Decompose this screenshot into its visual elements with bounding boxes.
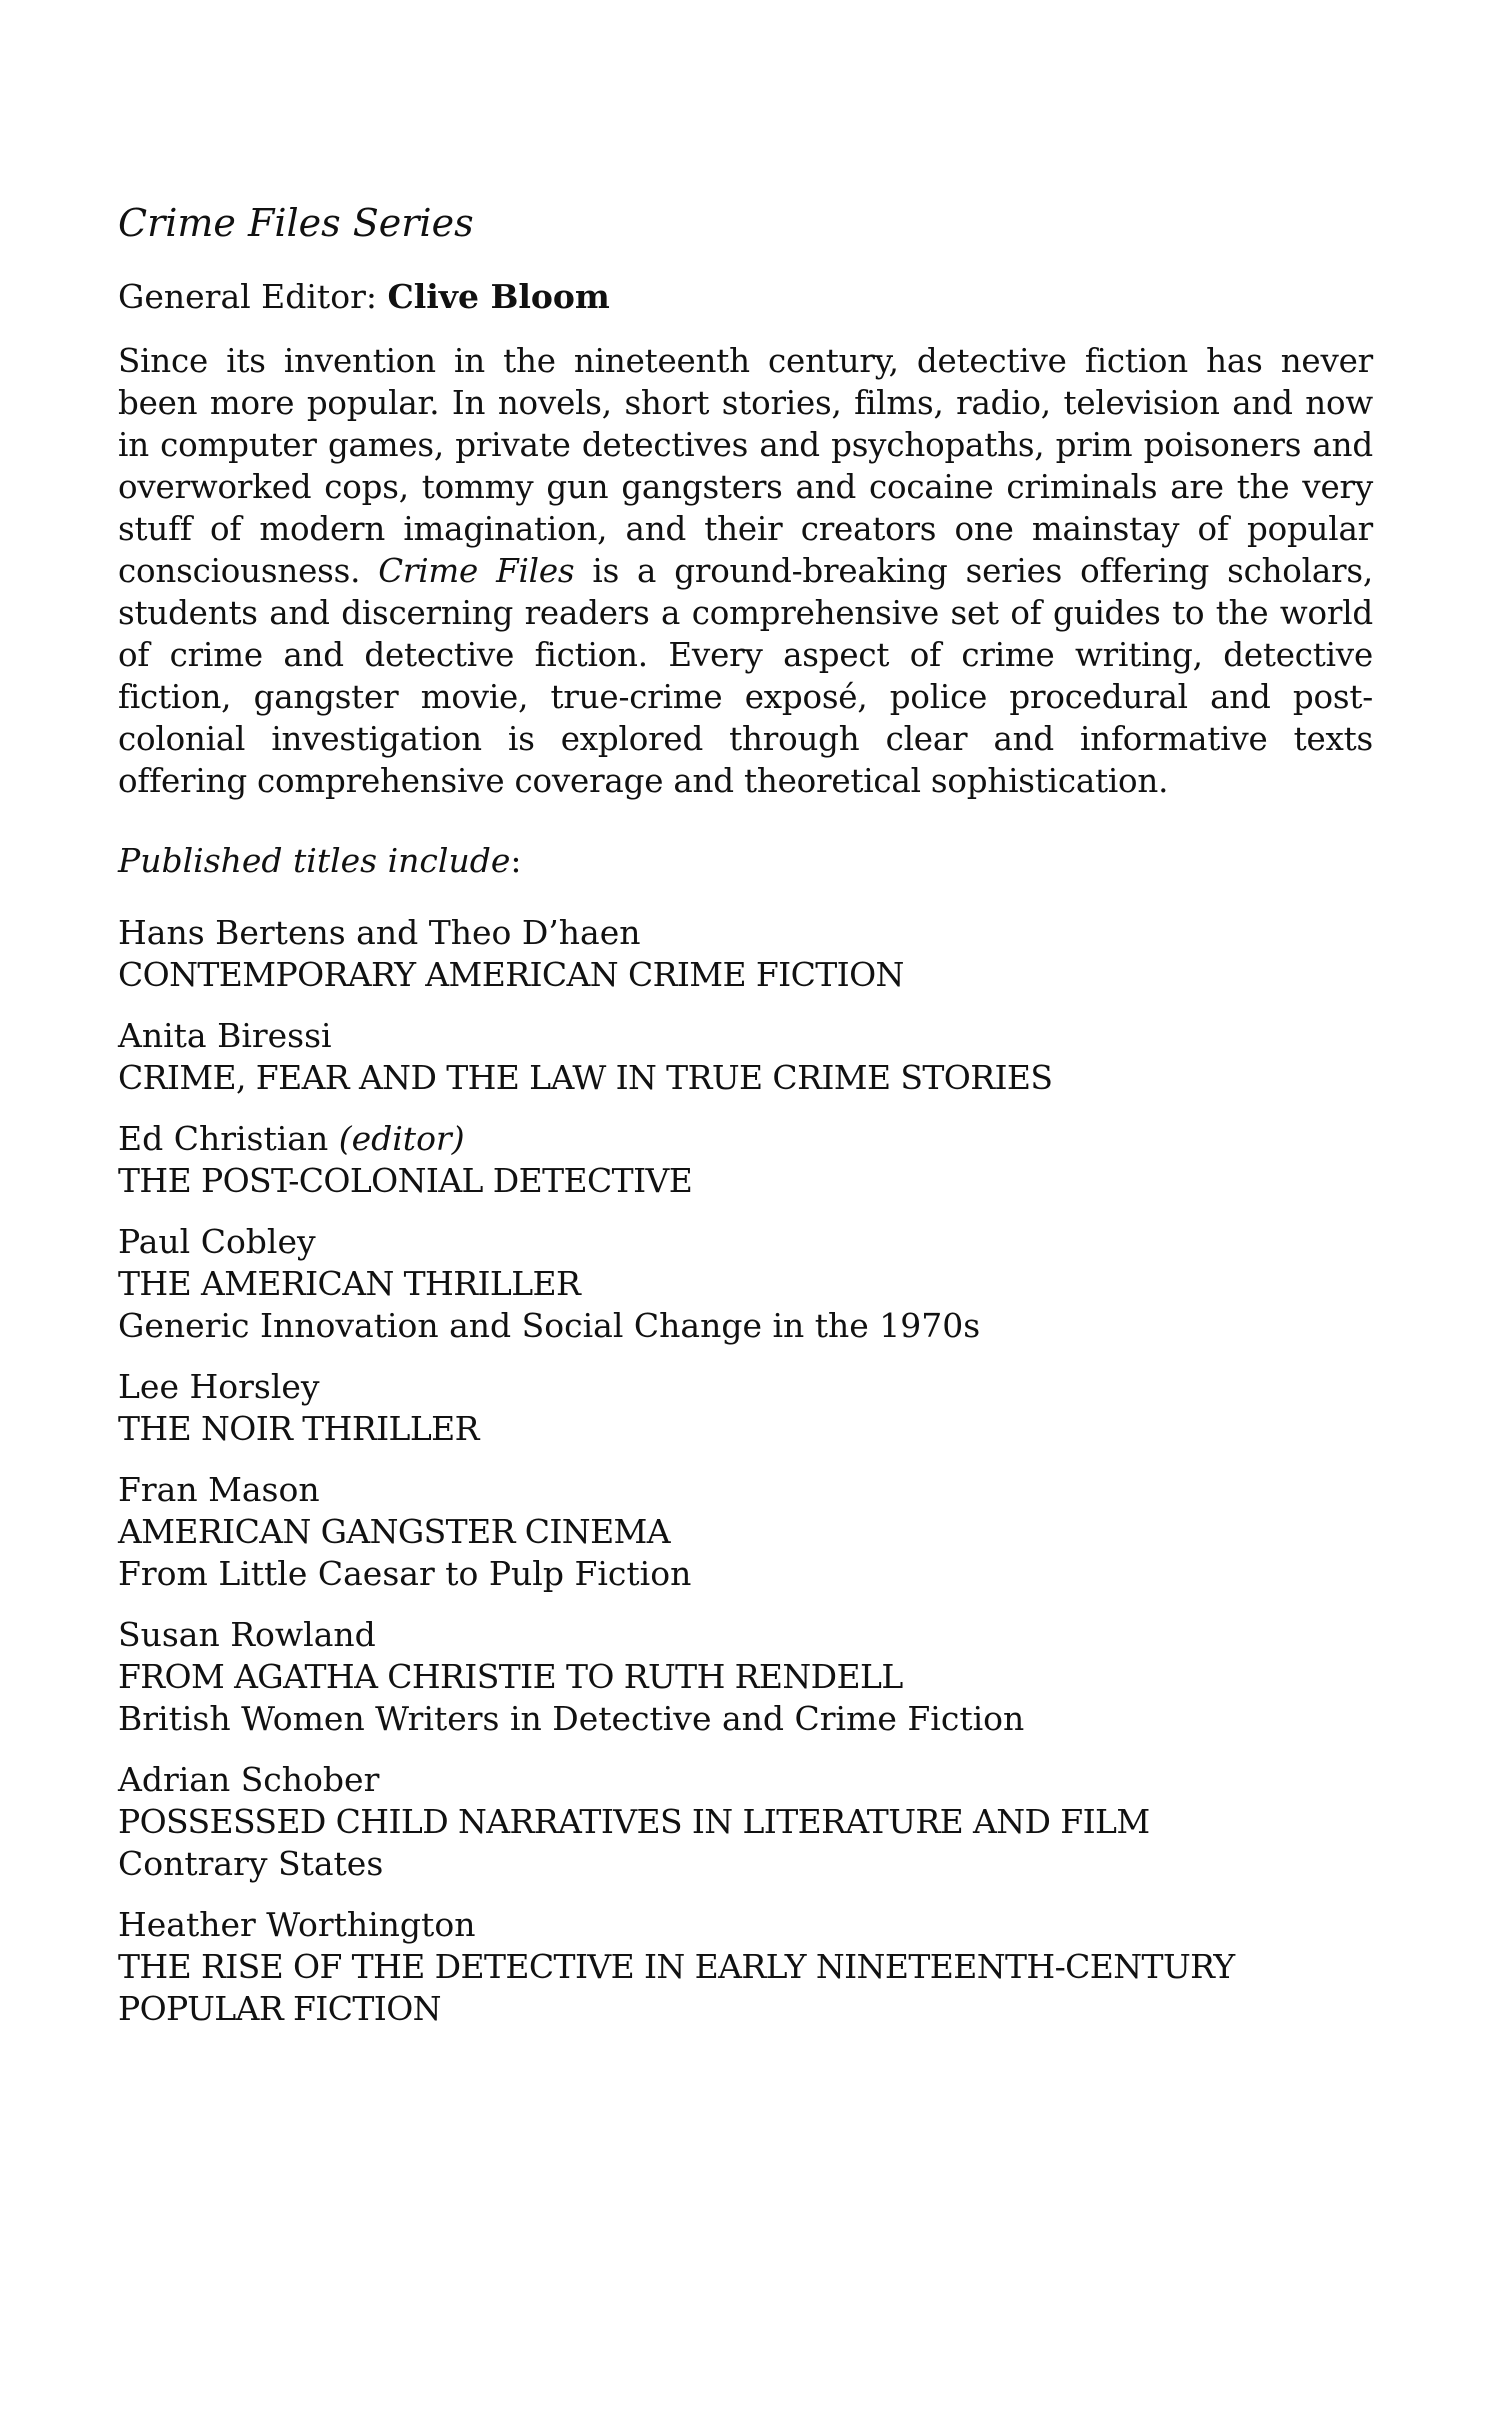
description-series-name: Crime Files [378,552,575,590]
list-item [118,1614,1373,1740]
book-subtitle: From Little Caesar to Pulp Fiction [118,1554,692,1593]
author-line [118,1118,1373,1160]
list-item [118,912,1373,996]
list-item [118,1366,1373,1450]
book-subtitle: Generic Innovation and Social Change in the 1970s [118,1306,981,1345]
author: Adrian Schober [118,1760,380,1799]
book-title: CONTEMPORARY AMERICAN CRIME FICTION [118,955,904,994]
author: Heather Worthington [118,1905,476,1944]
published-heading-colon: : [510,841,522,880]
author: Susan Rowland [118,1615,376,1654]
editor-name: Clive Bloom [387,277,610,316]
list-item [118,1469,1373,1595]
titles-list [118,912,1373,2030]
author: Lee Horsley [118,1367,320,1406]
author-role: (editor) [338,1119,465,1158]
author: Ed Christian [118,1119,329,1158]
page-content [118,200,1373,2049]
book-title: THE NOIR THRILLER [118,1409,479,1448]
book-title: THE POST-COLONIAL DETECTIVE [118,1161,693,1200]
list-item [118,1015,1373,1099]
book-title: THE AMERICAN THRILLER [118,1264,581,1303]
book-subtitle: British Women Writers in Detective and Crime Fiction [118,1699,1025,1738]
general-editor-line [118,276,1373,318]
series-description [118,340,1373,802]
book-title: THE RISE OF THE DETECTIVE IN EARLY NINETEENTH-CENTURY POPULAR FICTION [118,1947,1235,2028]
book-title: FROM AGATHA CHRISTIE TO RUTH RENDELL [118,1657,903,1696]
book-title: CRIME, FEAR AND THE LAW IN TRUE CRIME STORIES [118,1058,1053,1097]
book-title: AMERICAN GANGSTER CINEMA [118,1512,670,1551]
author: Paul Cobley [118,1222,316,1261]
author: Fran Mason [118,1470,320,1509]
description-part-2: is a ground-breaking series offering scholars, students and discerning readers a comprehensive set of guides to the world of crime and detective fiction. Every aspect of crime writing, detective fiction, gangster movie, true-crime exposé, police procedural and post-colonial investigation is explored through clear and informative texts offering comprehensive coverage and theoretical sophistication. [118,552,1373,800]
book-title: POSSESSED CHILD NARRATIVES IN LITERATURE AND FILM [118,1802,1150,1841]
author: Anita Biressi [118,1016,332,1055]
description-part-1: Since its invention in the nineteenth century, detective fiction has never been more popular. In novels, short stories, films, radio, television and now in computer games, private detectives and psychopaths, prim poisoners and overworked cops, tommy gun gangsters and cocaine criminals are the very stuff of modern imagination, and their creators one mainstay of popular consciousness. [118,342,1373,590]
series-title: Crime Files Series [118,201,474,245]
published-titles-heading [118,840,1373,882]
list-item [118,1221,1373,1347]
author: Hans Bertens and Theo D’haen [118,913,641,952]
published-heading-text: Published titles include [118,841,511,880]
book-subtitle: Contrary States [118,1844,384,1883]
list-item [118,1759,1373,1885]
editor-label: General Editor: [118,277,377,316]
list-item [118,1118,1373,1202]
list-item [118,1904,1373,2030]
